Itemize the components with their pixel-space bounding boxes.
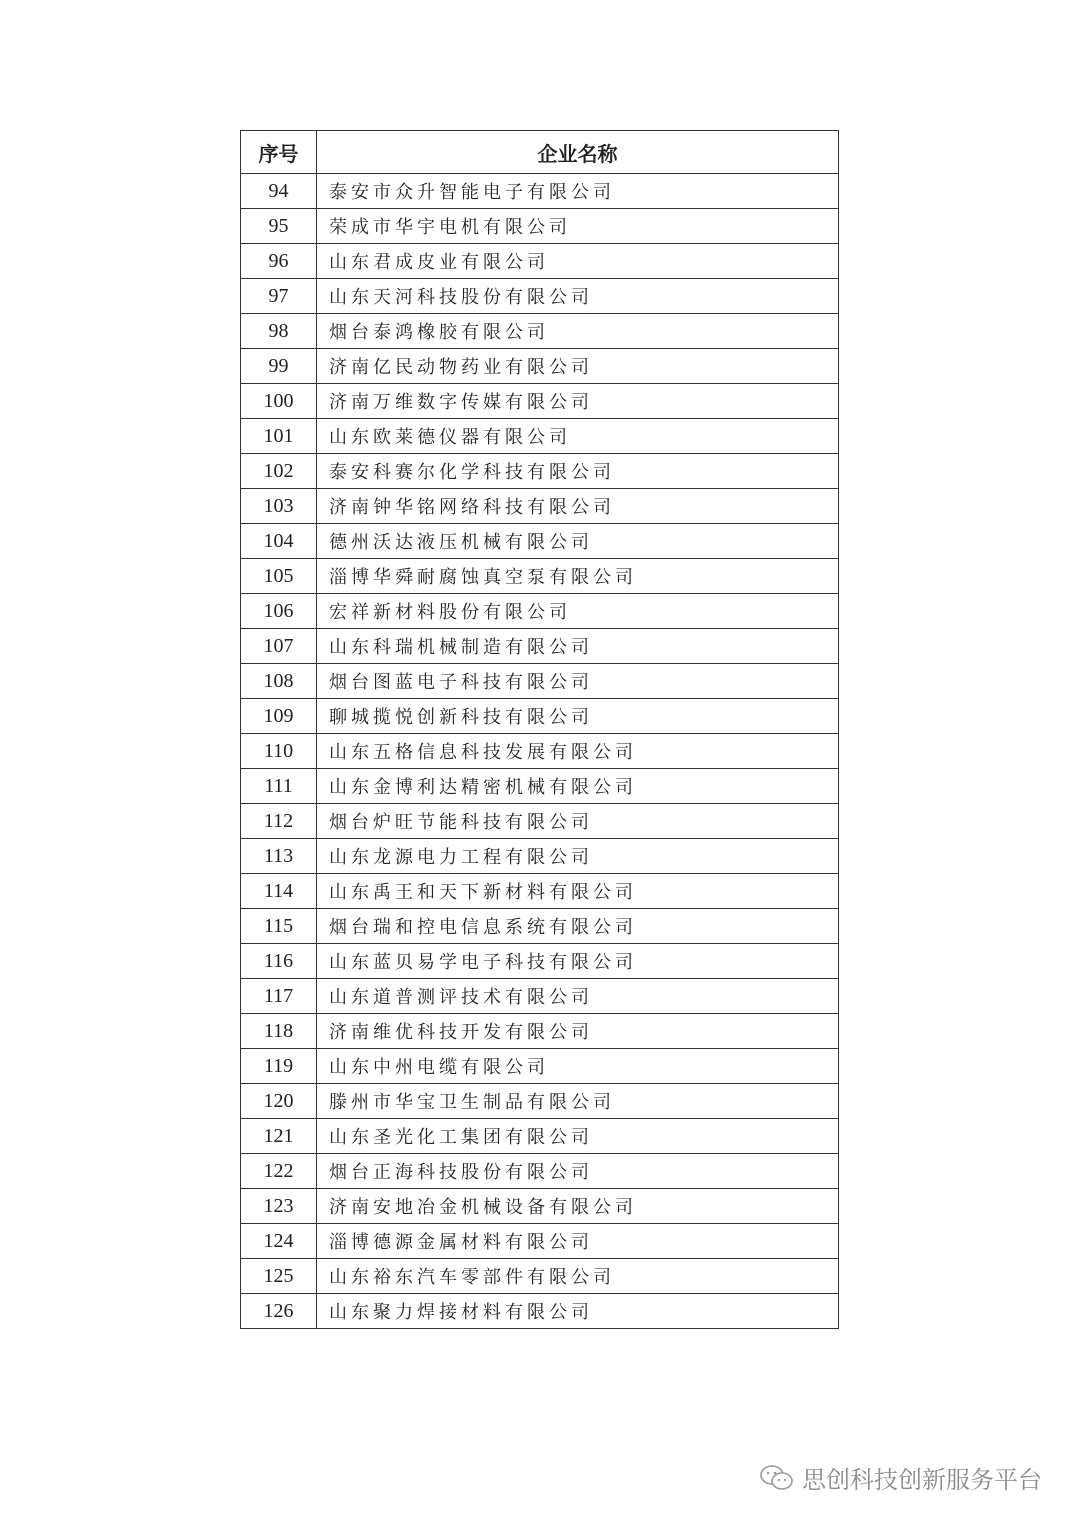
table-row: [241, 699, 839, 734]
table-row: [241, 349, 839, 384]
serial-number-cell: 107: [241, 629, 317, 664]
serial-number-cell: 124: [241, 1224, 317, 1259]
table-row: [241, 384, 839, 419]
table-row: [241, 629, 839, 664]
serial-number-cell: 117: [241, 979, 317, 1014]
company-name-cell: 济南钟华铭网络科技有限公司: [317, 489, 839, 524]
serial-number-cell: 118: [241, 1014, 317, 1049]
serial-number-cell: 104: [241, 524, 317, 559]
table-row: [241, 559, 839, 594]
serial-number-cell: 119: [241, 1049, 317, 1084]
table-row: [241, 279, 839, 314]
serial-number-cell: 120: [241, 1084, 317, 1119]
company-name-cell: 烟台泰鸿橡胶有限公司: [317, 314, 839, 349]
company-name-cell: 烟台图蓝电子科技有限公司: [317, 664, 839, 699]
company-name-cell: 淄博华舜耐腐蚀真空泵有限公司: [317, 559, 839, 594]
serial-number-cell: 122: [241, 1154, 317, 1189]
company-name-cell: 淄博德源金属材料有限公司: [317, 1224, 839, 1259]
table-row: [241, 174, 839, 209]
serial-number-cell: 101: [241, 419, 317, 454]
serial-number-cell: 97: [241, 279, 317, 314]
company-name-cell: 山东裕东汽车零部件有限公司: [317, 1259, 839, 1294]
company-name-cell: 济南万维数字传媒有限公司: [317, 384, 839, 419]
table-row: [241, 734, 839, 769]
company-name-cell: 山东禹王和天下新材料有限公司: [317, 874, 839, 909]
company-name-cell: 山东道普测评技术有限公司: [317, 979, 839, 1014]
table-row: [241, 909, 839, 944]
table-row: [241, 1014, 839, 1049]
table-row: [241, 594, 839, 629]
table-row: [241, 769, 839, 804]
company-name-cell: 山东聚力焊接材料有限公司: [317, 1294, 839, 1329]
table-row: [241, 874, 839, 909]
serial-number-cell: 115: [241, 909, 317, 944]
company-name-cell: 济南维优科技开发有限公司: [317, 1014, 839, 1049]
table-row: [241, 839, 839, 874]
header-serial-number: 序号: [241, 131, 317, 174]
table-row: [241, 944, 839, 979]
serial-number-cell: 96: [241, 244, 317, 279]
serial-number-cell: 123: [241, 1189, 317, 1224]
company-name-cell: 德州沃达液压机械有限公司: [317, 524, 839, 559]
serial-number-cell: 105: [241, 559, 317, 594]
serial-number-cell: 114: [241, 874, 317, 909]
company-name-cell: 山东五格信息科技发展有限公司: [317, 734, 839, 769]
serial-number-cell: 95: [241, 209, 317, 244]
serial-number-cell: 106: [241, 594, 317, 629]
company-name-cell: 山东科瑞机械制造有限公司: [317, 629, 839, 664]
company-name-cell: 宏祥新材料股份有限公司: [317, 594, 839, 629]
serial-number-cell: 99: [241, 349, 317, 384]
table-row: [241, 314, 839, 349]
table-row: [241, 1119, 839, 1154]
company-name-cell: 济南安地冶金机械设备有限公司: [317, 1189, 839, 1224]
serial-number-cell: 109: [241, 699, 317, 734]
table-row: [241, 1154, 839, 1189]
table-row: [241, 1259, 839, 1294]
serial-number-cell: 110: [241, 734, 317, 769]
company-name-cell: 荣成市华宇电机有限公司: [317, 209, 839, 244]
company-name-cell: 济南亿民动物药业有限公司: [317, 349, 839, 384]
company-name-cell: 山东欧莱德仪器有限公司: [317, 419, 839, 454]
serial-number-cell: 102: [241, 454, 317, 489]
serial-number-cell: 103: [241, 489, 317, 524]
company-name-cell: 山东天河科技股份有限公司: [317, 279, 839, 314]
table-row: [241, 1294, 839, 1329]
serial-number-cell: 98: [241, 314, 317, 349]
company-name-cell: 山东君成皮业有限公司: [317, 244, 839, 279]
table-row: [241, 804, 839, 839]
table-body: [241, 174, 839, 1329]
table-row: [241, 244, 839, 279]
serial-number-cell: 113: [241, 839, 317, 874]
company-name-cell: 泰安市众升智能电子有限公司: [317, 174, 839, 209]
table-header-row: [241, 131, 839, 174]
serial-number-cell: 116: [241, 944, 317, 979]
company-list-table: [240, 130, 839, 1329]
table-row: [241, 1224, 839, 1259]
serial-number-cell: 126: [241, 1294, 317, 1329]
company-name-cell: 滕州市华宝卫生制品有限公司: [317, 1084, 839, 1119]
table-row: [241, 1084, 839, 1119]
table-row: [241, 489, 839, 524]
watermark: [760, 1460, 1042, 1495]
table-row: [241, 209, 839, 244]
company-name-cell: 泰安科赛尔化学科技有限公司: [317, 454, 839, 489]
wechat-icon: [760, 1464, 794, 1492]
table-row: [241, 664, 839, 699]
company-name-cell: 烟台正海科技股份有限公司: [317, 1154, 839, 1189]
watermark-text: 思创科技创新服务平台: [802, 1466, 1042, 1494]
table-row: [241, 979, 839, 1014]
serial-number-cell: 125: [241, 1259, 317, 1294]
company-name-cell: 山东圣光化工集团有限公司: [317, 1119, 839, 1154]
serial-number-cell: 100: [241, 384, 317, 419]
table-row: [241, 419, 839, 454]
company-name-cell: 山东金博利达精密机械有限公司: [317, 769, 839, 804]
serial-number-cell: 121: [241, 1119, 317, 1154]
company-name-cell: 山东龙源电力工程有限公司: [317, 839, 839, 874]
serial-number-cell: 108: [241, 664, 317, 699]
header-company-name: 企业名称: [317, 131, 839, 174]
table-row: [241, 454, 839, 489]
company-name-cell: 聊城揽悦创新科技有限公司: [317, 699, 839, 734]
serial-number-cell: 111: [241, 769, 317, 804]
table-row: [241, 524, 839, 559]
table-row: [241, 1189, 839, 1224]
table-row: [241, 1049, 839, 1084]
serial-number-cell: 112: [241, 804, 317, 839]
company-name-cell: 烟台炉旺节能科技有限公司: [317, 804, 839, 839]
company-name-cell: 山东中州电缆有限公司: [317, 1049, 839, 1084]
company-name-cell: 山东蓝贝易学电子科技有限公司: [317, 944, 839, 979]
serial-number-cell: 94: [241, 174, 317, 209]
company-name-cell: 烟台瑞和控电信息系统有限公司: [317, 909, 839, 944]
